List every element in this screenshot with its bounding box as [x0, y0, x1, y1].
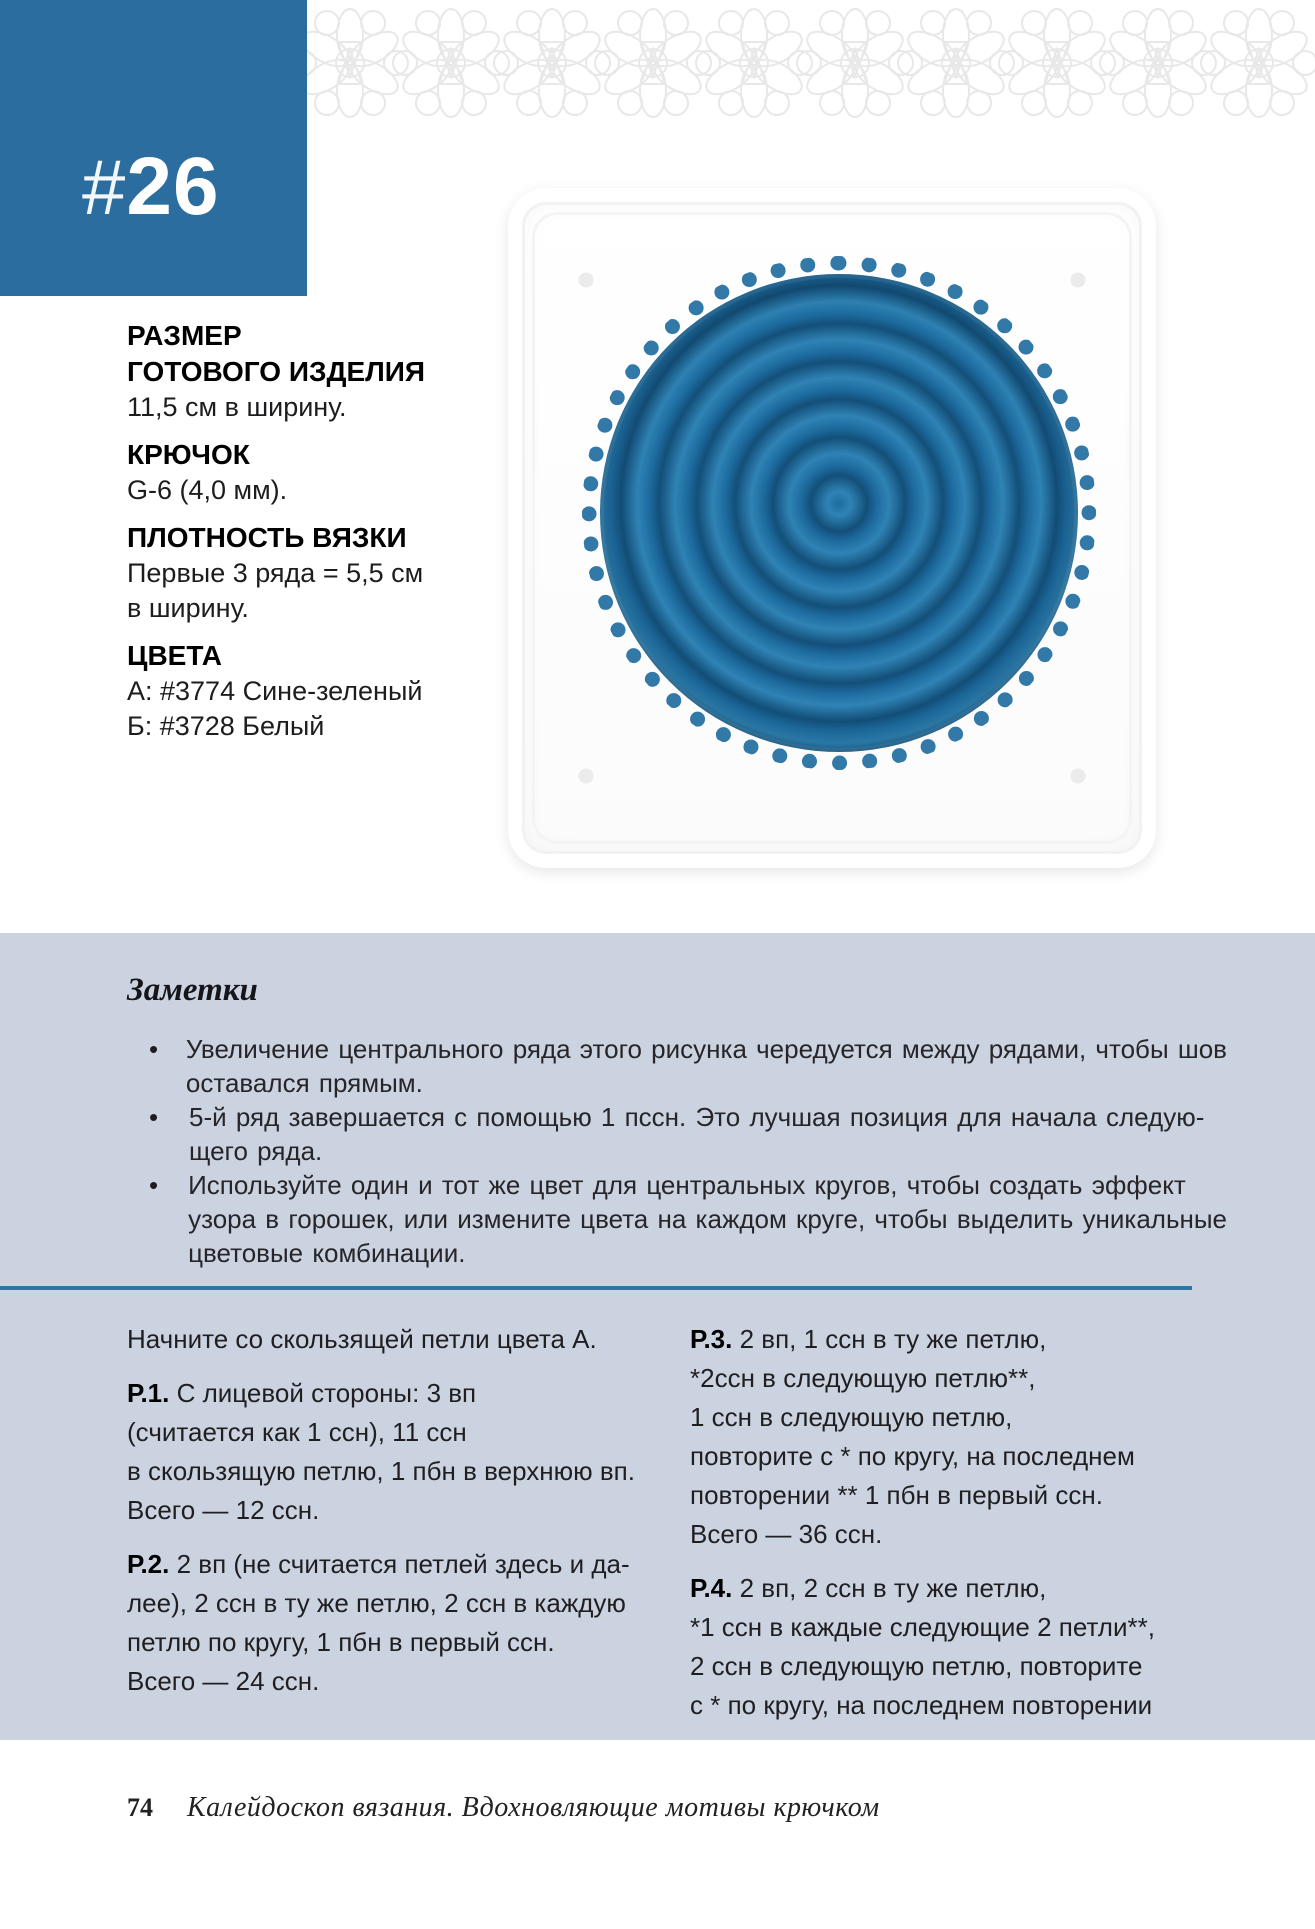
row-paragraph-r3 [690, 1320, 1195, 1554]
row-text-line: лее), 2 ссн в ту же петлю, 2 ссн в каждую [127, 1588, 626, 1618]
row-text-line: (считается как 1 ссн), 11 ссн [127, 1417, 467, 1447]
row-text-line: 2 ссн в следующую петлю, повторите [690, 1651, 1143, 1681]
bullet-icon: • [149, 1102, 159, 1132]
instructions-right-column [690, 1320, 1195, 1725]
spec-heading-line: ПЛОТНОСТЬ ВЯЗКИ [127, 522, 407, 553]
row-text: 2 вп, 1 ссн в ту же петлю, [739, 1324, 1047, 1354]
note-line: Используйте один и тот же цвет для центральных кругов, чтобы создать эффект [188, 1170, 1186, 1200]
pattern-number-badge [0, 0, 307, 296]
note-item [127, 1032, 1227, 1100]
intro-paragraph [127, 1320, 672, 1359]
row-text-line: *2ссн в следующую петлю**, [690, 1363, 1036, 1393]
row-text-line: 1 ссн в следующую петлю, [690, 1402, 1013, 1432]
spec-body-line: G-6 (4,0 мм). [127, 475, 288, 505]
row-text: 2 вп, 2 ссн в ту же петлю, [739, 1573, 1047, 1603]
bullet-icon: • [149, 1034, 159, 1064]
pattern-number [82, 141, 220, 232]
notes-list [127, 1032, 1227, 1270]
row-label: Р.4. [690, 1573, 733, 1603]
row-text-line: в скользящую петлю, 1 пбн в верхнюю вп. [127, 1456, 635, 1486]
spec-body-line: А: #3774 Сине-зеленый [127, 676, 423, 706]
row-label: Р.3. [690, 1324, 733, 1354]
note-line: оставался прямым. [185, 1068, 423, 1098]
spec-heading-line: КРЮЧОК [127, 439, 250, 470]
row-text: С лицевой стороны: 3 вп [176, 1378, 477, 1408]
stitch-edge-ring [582, 256, 1096, 770]
motif-photo [508, 188, 1156, 868]
row-label: Р.1. [127, 1378, 170, 1408]
row-paragraph-r4 [690, 1569, 1195, 1725]
spec-body-line: в ширину. [127, 593, 249, 623]
spec-heading-line: ЦВЕТА [127, 640, 222, 671]
spec-body-line: Первые 3 ряда = 5,5 см [127, 558, 424, 588]
row-text-line: повторите с * по кругу, на последнем [690, 1441, 1135, 1471]
note-item [127, 1168, 1227, 1270]
instructions-left-column [127, 1320, 672, 1701]
badge-hash: # [82, 143, 127, 231]
row-text-line: с * по кругу, на последнем повторении [690, 1690, 1153, 1720]
badge-number: 26 [126, 141, 220, 232]
spec-heading-line: РАЗМЕР [127, 320, 242, 351]
note-item [127, 1100, 1227, 1168]
row-text-line: петлю по кругу, 1 пбн в первый ссн. [127, 1627, 555, 1657]
lace-ornament-band [300, 2, 1315, 124]
row-text-line: повторении ** 1 пбн в первый ссн. [690, 1480, 1103, 1510]
row-paragraph-r1 [127, 1374, 672, 1530]
spec-heading-line: ГОТОВОГО ИЗДЕЛИЯ [127, 356, 426, 387]
book-title: Калейдоскоп вязания. Вдохновляющие мотивы крючком [187, 1792, 880, 1823]
row-label: Р.2. [127, 1549, 170, 1579]
note-line: цветовые комбинации. [188, 1238, 466, 1268]
spec-body-line: Б: #3728 Белый [127, 711, 325, 741]
notes-title: Заметки [127, 972, 258, 1008]
bullet-icon: • [149, 1170, 159, 1200]
row-text-line: Всего — 12 ссн. [127, 1495, 320, 1525]
row-text-line: *1 ссн в каждые следующие 2 петли**, [690, 1612, 1155, 1642]
note-line: Увеличение центрального ряда этого рисунка чередуется между рядами, чтобы шов [185, 1034, 1227, 1064]
note-line: узора в горошек, или измените цвета на каждом круге, чтобы выделить уникальные [188, 1204, 1227, 1234]
blue-spiral-circle [600, 274, 1078, 752]
note-line: щего ряда. [189, 1136, 323, 1166]
page-footer [127, 1792, 880, 1824]
spec-body-line: 11,5 см в ширину. [127, 392, 347, 422]
row-text: 2 вп (не считается петлей здесь и да- [176, 1549, 630, 1579]
intro-line: Начните со скользящей петли цвета А. [127, 1324, 597, 1354]
row-text-line: Всего — 36 ссн. [690, 1519, 883, 1549]
note-line: 5-й ряд завершается с помощью 1 пссн. Это лучшая позиция для начала следую- [189, 1102, 1205, 1132]
specs-panel [127, 318, 457, 744]
section-divider-line [0, 1286, 1192, 1290]
row-text-line: Всего — 24 ссн. [127, 1666, 320, 1696]
row-paragraph-r2 [127, 1545, 672, 1701]
page-number: 74 [127, 1793, 153, 1822]
